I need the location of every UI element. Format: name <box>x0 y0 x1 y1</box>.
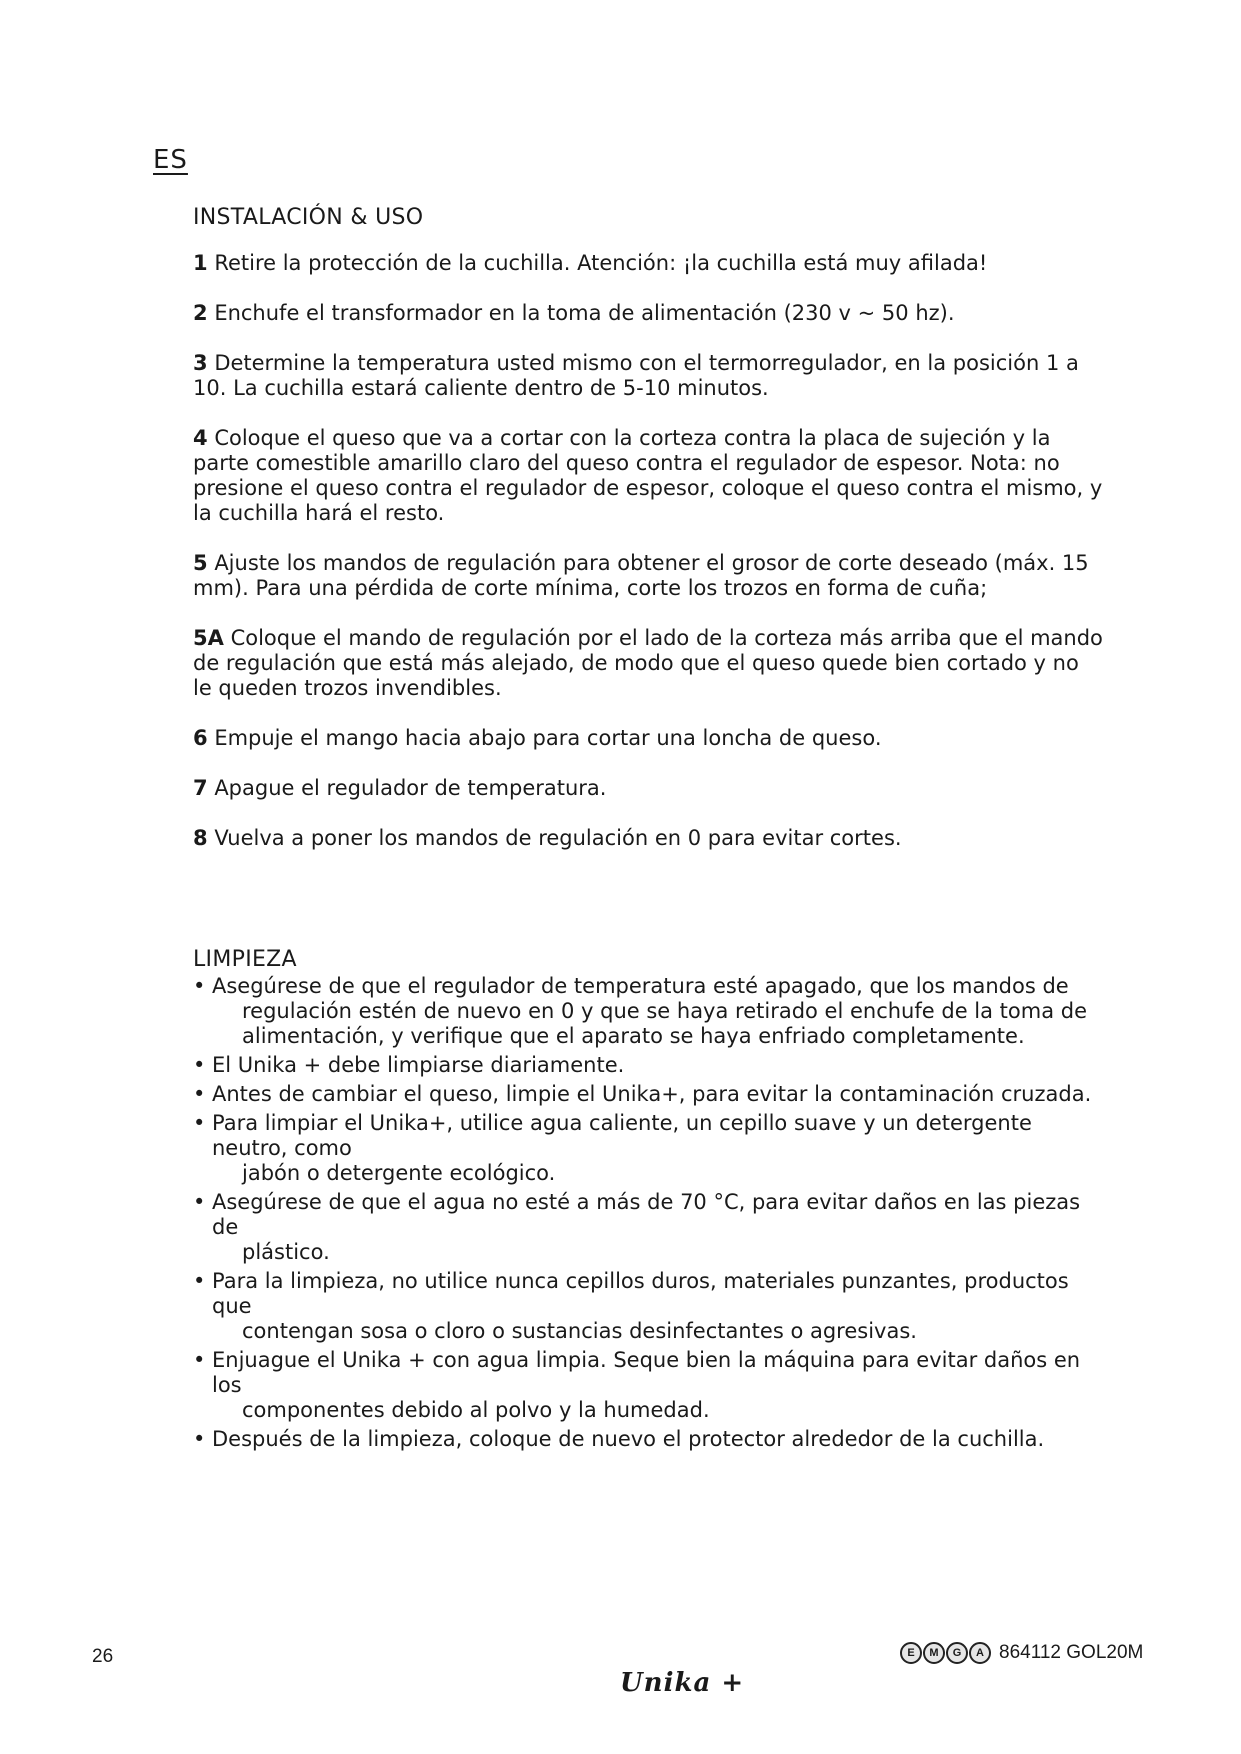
step-item <box>193 351 1103 401</box>
list-item <box>193 1053 1103 1078</box>
main-content <box>193 205 1103 1456</box>
step-number: 6 <box>193 726 208 750</box>
list-item-continuation: plástico. <box>242 1240 330 1264</box>
logo-letter: G <box>946 1642 968 1664</box>
step-text: Retire la protección de la cuchilla. Atención: ¡la cuchilla está muy afilada! <box>214 251 988 275</box>
logo-letter: E <box>900 1642 922 1664</box>
install-heading: INSTALACIÓN & USO <box>193 205 424 230</box>
page-number: 26 <box>92 1646 114 1667</box>
step-text: Determine la temperatura usted mismo con el termorregulador, en la posición 1 a 10. La cuchilla estará caliente dentro de 5-10 minutos. <box>193 351 1079 400</box>
list-item-continuation: contengan sosa o cloro o sustancias desinfectantes o agresivas. <box>242 1319 917 1343</box>
logo-letter: M <box>923 1642 945 1664</box>
step-number: 3 <box>193 351 208 375</box>
step-item <box>193 626 1103 701</box>
list-item <box>193 1190 1103 1265</box>
list-item-first-line: • Enjuague el Unika + con agua limpia. Seque bien la máquina para evitar daños en los <box>212 1348 1081 1397</box>
step-text: Enchufe el transformador en la toma de alimentación (230 v ~ 50 hz). <box>214 301 955 325</box>
step-item <box>193 726 1103 751</box>
list-item <box>193 1082 1103 1107</box>
brand-logo: Unika + <box>620 1668 745 1698</box>
product-code: 864112 GOL20M <box>999 1642 1144 1663</box>
step-number: 8 <box>193 826 208 850</box>
list-item-continuation: componentes debido al polvo y la humedad. <box>242 1398 710 1422</box>
step-item <box>193 776 1103 801</box>
list-item <box>193 1348 1103 1423</box>
language-code: ES <box>153 145 188 175</box>
step-item <box>193 551 1103 601</box>
emga-logo <box>900 1642 991 1664</box>
step-text: Apague el regulador de temperatura. <box>214 776 607 800</box>
cleaning-list <box>193 974 1103 1452</box>
list-item-first-line: • Para la limpieza, no utilice nunca cepillos duros, materiales punzantes, productos que <box>212 1269 1069 1318</box>
list-item-first-line: • Después de la limpieza, coloque de nuevo el protector alrededor de la cuchilla. <box>212 1427 1045 1451</box>
list-item-continuation: regulación estén de nuevo en 0 y que se haya retirado el enchufe de la toma de alimentación, y verifique que el aparato se haya enfriado completamente. <box>242 999 1087 1048</box>
footer-product-info <box>900 1642 1143 1664</box>
step-text: Vuelva a poner los mandos de regulación en 0 para evitar cortes. <box>214 826 902 850</box>
list-item-first-line: • Asegúrese de que el agua no esté a más de 70 °C, para evitar daños en las piezas de <box>212 1190 1081 1239</box>
list-item-first-line: • El Unika + debe limpiarse diariamente. <box>212 1053 625 1077</box>
step-number: 1 <box>193 251 208 275</box>
list-item-first-line: • Antes de cambiar el queso, limpie el Unika+, para evitar la contaminación cruzada. <box>212 1082 1092 1106</box>
list-item <box>193 1427 1103 1452</box>
step-text: Coloque el queso que va a cortar con la corteza contra la placa de sujeción y la parte comestible amarillo claro del queso contra el regulador de espesor. Nota: no presione el queso contra el regulador de espesor, coloque el queso contra el mismo, y la cuchilla hará el resto. <box>193 426 1103 525</box>
step-number: 7 <box>193 776 208 800</box>
list-item <box>193 974 1103 1049</box>
list-item <box>193 1269 1103 1344</box>
list-item <box>193 1111 1103 1186</box>
step-number: 5 <box>193 551 208 575</box>
logo-letter: A <box>969 1642 991 1664</box>
step-number: 4 <box>193 426 208 450</box>
step-item <box>193 301 1103 326</box>
step-item <box>193 251 1103 276</box>
list-item-continuation: jabón o detergente ecológico. <box>242 1161 556 1185</box>
step-text: Coloque el mando de regulación por el lado de la corteza más arriba que el mando de regulación que está más alejado, de modo que el queso quede bien cortado y no le queden trozos invendibles. <box>193 626 1103 700</box>
step-text: Empuje el mango hacia abajo para cortar una loncha de queso. <box>214 726 882 750</box>
step-text: Ajuste los mandos de regulación para obtener el grosor de corte deseado (máx. 15 mm). Para una pérdida de corte mínima, corte los trozos en forma de cuña; <box>193 551 1089 600</box>
step-number: 5A <box>193 626 224 650</box>
step-item <box>193 826 1103 851</box>
step-item <box>193 426 1103 526</box>
step-number: 2 <box>193 301 208 325</box>
list-item-first-line: • Asegúrese de que el regulador de temperatura esté apagado, que los mandos de <box>212 974 1069 998</box>
cleaning-heading: LIMPIEZA <box>193 947 297 972</box>
list-item-first-line: • Para limpiar el Unika+, utilice agua caliente, un cepillo suave y un detergente neutro, como <box>212 1111 1032 1160</box>
